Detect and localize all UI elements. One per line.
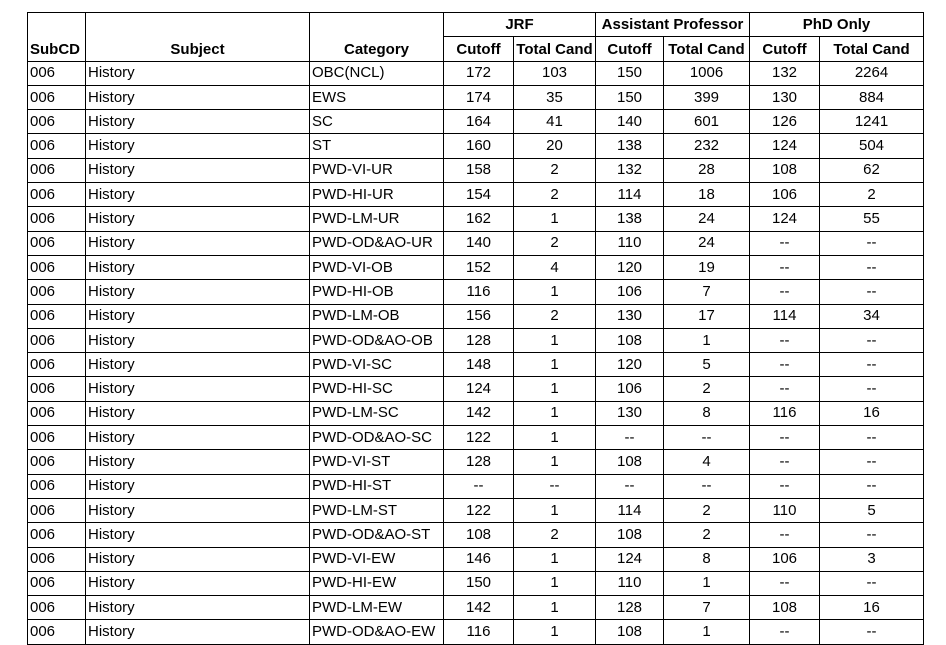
subject-cell: History: [86, 401, 310, 425]
ap-cutoff-cell: 120: [596, 353, 664, 377]
phd-cutoff-cell: 114: [750, 304, 820, 328]
jrf-cutoff-cell: 158: [444, 158, 514, 182]
subcd-cell: 006: [28, 474, 86, 498]
ap-total-cand-cell: 2: [664, 523, 750, 547]
subcd-cell: 006: [28, 231, 86, 255]
jrf-total-cand-header: Total Cand: [514, 37, 596, 61]
phd-cutoff-cell: --: [750, 231, 820, 255]
jrf-cutoff-cell: 156: [444, 304, 514, 328]
ap-total-cand-cell: 8: [664, 547, 750, 571]
category-cell: PWD-VI-ST: [310, 450, 444, 474]
category-cell: PWD-LM-OB: [310, 304, 444, 328]
subcd-cell: 006: [28, 61, 86, 85]
category-cell: EWS: [310, 85, 444, 109]
phd-cutoff-cell: 124: [750, 207, 820, 231]
ap-cutoff-cell: 132: [596, 158, 664, 182]
subject-cell: History: [86, 426, 310, 450]
ap-total-cand-cell: 4: [664, 450, 750, 474]
phd-cutoff-cell: --: [750, 450, 820, 474]
phd-cutoff-cell: --: [750, 426, 820, 450]
jrf-total-cand-cell: 1: [514, 547, 596, 571]
phd-cutoff-cell: 108: [750, 158, 820, 182]
subcd-cell: 006: [28, 547, 86, 571]
ap-cutoff-header: Cutoff: [596, 37, 664, 61]
subject-cell: History: [86, 255, 310, 279]
phd-total-cand-cell: 504: [820, 134, 924, 158]
phd-total-cand-cell: --: [820, 377, 924, 401]
table-row: [28, 450, 924, 474]
ap-total-cand-cell: 17: [664, 304, 750, 328]
ap-cutoff-cell: 138: [596, 207, 664, 231]
jrf-cutoff-cell: 142: [444, 401, 514, 425]
phd-total-cand-cell: 62: [820, 158, 924, 182]
table-body: [28, 61, 924, 644]
ap-cutoff-cell: 110: [596, 571, 664, 595]
jrf-total-cand-cell: 1: [514, 620, 596, 644]
category-cell: PWD-HI-EW: [310, 571, 444, 595]
ap-total-cand-cell: 601: [664, 110, 750, 134]
jrf-total-cand-cell: 20: [514, 134, 596, 158]
subcd-cell: 006: [28, 571, 86, 595]
table-row: [28, 353, 924, 377]
jrf-total-cand-cell: 1: [514, 571, 596, 595]
phd-cutoff-cell: --: [750, 328, 820, 352]
table-row: [28, 401, 924, 425]
table-row: [28, 183, 924, 207]
category-cell: PWD-OD&AO-OB: [310, 328, 444, 352]
phd-cutoff-cell: --: [750, 280, 820, 304]
jrf-total-cand-cell: 41: [514, 110, 596, 134]
phd-total-cand-header: Total Cand: [820, 37, 924, 61]
category-cell: PWD-LM-UR: [310, 207, 444, 231]
subject-cell: History: [86, 498, 310, 522]
phd-total-cand-cell: --: [820, 353, 924, 377]
category-cell: PWD-HI-SC: [310, 377, 444, 401]
ap-cutoff-cell: 106: [596, 280, 664, 304]
jrf-cutoff-cell: 152: [444, 255, 514, 279]
ap-cutoff-cell: 106: [596, 377, 664, 401]
jrf-cutoff-cell: 122: [444, 498, 514, 522]
subject-cell: History: [86, 158, 310, 182]
phd-total-cand-cell: 16: [820, 401, 924, 425]
category-cell: PWD-VI-EW: [310, 547, 444, 571]
phd-total-cand-cell: --: [820, 474, 924, 498]
category-cell: PWD-OD&AO-EW: [310, 620, 444, 644]
jrf-cutoff-cell: 174: [444, 85, 514, 109]
jrf-total-cand-cell: 103: [514, 61, 596, 85]
table-row: [28, 207, 924, 231]
phd-total-cand-cell: 884: [820, 85, 924, 109]
ap-total-cand-cell: 1: [664, 571, 750, 595]
category-cell: PWD-OD&AO-UR: [310, 231, 444, 255]
phd-total-cand-cell: --: [820, 426, 924, 450]
ap-cutoff-cell: 114: [596, 498, 664, 522]
phd-only-group-header: PhD Only: [750, 13, 924, 37]
jrf-cutoff-cell: 116: [444, 620, 514, 644]
ap-cutoff-cell: 150: [596, 61, 664, 85]
phd-cutoff-cell: --: [750, 255, 820, 279]
phd-total-cand-cell: --: [820, 255, 924, 279]
category-cell: PWD-VI-OB: [310, 255, 444, 279]
phd-total-cand-cell: --: [820, 450, 924, 474]
subject-cell: History: [86, 596, 310, 620]
jrf-cutoff-cell: 108: [444, 523, 514, 547]
table-row: [28, 280, 924, 304]
table-row: [28, 110, 924, 134]
phd-total-cand-cell: 55: [820, 207, 924, 231]
table-row: [28, 596, 924, 620]
subcd-cell: 006: [28, 134, 86, 158]
jrf-cutoff-cell: 128: [444, 450, 514, 474]
subcd-cell: 006: [28, 377, 86, 401]
jrf-cutoff-cell: 122: [444, 426, 514, 450]
ap-cutoff-cell: 130: [596, 401, 664, 425]
subject-cell: History: [86, 207, 310, 231]
ap-total-cand-cell: 24: [664, 207, 750, 231]
jrf-total-cand-cell: 1: [514, 207, 596, 231]
ap-total-cand-cell: 1006: [664, 61, 750, 85]
ap-total-cand-cell: --: [664, 474, 750, 498]
table-row: [28, 328, 924, 352]
ap-total-cand-cell: 24: [664, 231, 750, 255]
subcd-cell: 006: [28, 110, 86, 134]
subject-cell: History: [86, 304, 310, 328]
category-cell: OBC(NCL): [310, 61, 444, 85]
subcd-cell: 006: [28, 523, 86, 547]
phd-total-cand-cell: 2: [820, 183, 924, 207]
subject-cell: History: [86, 328, 310, 352]
category-cell: PWD-LM-ST: [310, 498, 444, 522]
subcd-cell: 006: [28, 207, 86, 231]
jrf-total-cand-cell: 1: [514, 353, 596, 377]
subject-cell: History: [86, 134, 310, 158]
category-cell: PWD-VI-SC: [310, 353, 444, 377]
ap-total-cand-cell: 232: [664, 134, 750, 158]
jrf-cutoff-cell: 140: [444, 231, 514, 255]
phd-cutoff-cell: 116: [750, 401, 820, 425]
table-row: [28, 571, 924, 595]
ap-cutoff-cell: 150: [596, 85, 664, 109]
ap-cutoff-cell: 110: [596, 231, 664, 255]
ap-total-cand-cell: 8: [664, 401, 750, 425]
ap-total-cand-cell: 1: [664, 328, 750, 352]
phd-cutoff-cell: 126: [750, 110, 820, 134]
jrf-total-cand-cell: 1: [514, 280, 596, 304]
table-row: [28, 523, 924, 547]
jrf-total-cand-cell: 2: [514, 231, 596, 255]
jrf-cutoff-cell: --: [444, 474, 514, 498]
assistant-professor-group-header: Assistant Professor: [596, 13, 750, 37]
phd-total-cand-cell: 1241: [820, 110, 924, 134]
ap-cutoff-cell: --: [596, 474, 664, 498]
subcd-cell: 006: [28, 328, 86, 352]
jrf-cutoff-cell: 146: [444, 547, 514, 571]
ap-cutoff-cell: 124: [596, 547, 664, 571]
phd-total-cand-cell: --: [820, 523, 924, 547]
subcd-cell: 006: [28, 158, 86, 182]
table-row: [28, 498, 924, 522]
phd-cutoff-cell: --: [750, 523, 820, 547]
category-cell: PWD-VI-UR: [310, 158, 444, 182]
subject-cell: History: [86, 61, 310, 85]
jrf-total-cand-cell: 2: [514, 523, 596, 547]
jrf-cutoff-cell: 164: [444, 110, 514, 134]
phd-total-cand-cell: 34: [820, 304, 924, 328]
phd-total-cand-cell: --: [820, 280, 924, 304]
ap-total-cand-cell: 399: [664, 85, 750, 109]
ap-total-cand-cell: 2: [664, 377, 750, 401]
phd-cutoff-cell: 124: [750, 134, 820, 158]
jrf-cutoff-cell: 172: [444, 61, 514, 85]
jrf-cutoff-header: Cutoff: [444, 37, 514, 61]
subcd-cell: 006: [28, 255, 86, 279]
table-header: [28, 13, 924, 62]
jrf-total-cand-cell: 2: [514, 183, 596, 207]
phd-cutoff-cell: 132: [750, 61, 820, 85]
subject-header: Subject: [86, 13, 310, 62]
subcd-header: SubCD: [28, 13, 86, 62]
subject-cell: History: [86, 547, 310, 571]
ap-cutoff-cell: 140: [596, 110, 664, 134]
jrf-total-cand-cell: 1: [514, 596, 596, 620]
subcd-cell: 006: [28, 620, 86, 644]
ap-total-cand-cell: 19: [664, 255, 750, 279]
phd-total-cand-cell: --: [820, 571, 924, 595]
jrf-total-cand-cell: 1: [514, 401, 596, 425]
ap-cutoff-cell: 128: [596, 596, 664, 620]
jrf-total-cand-cell: 1: [514, 426, 596, 450]
category-cell: SC: [310, 110, 444, 134]
subcd-cell: 006: [28, 353, 86, 377]
phd-cutoff-cell: 106: [750, 547, 820, 571]
subject-cell: History: [86, 183, 310, 207]
jrf-cutoff-cell: 124: [444, 377, 514, 401]
category-cell: PWD-OD&AO-SC: [310, 426, 444, 450]
subcd-cell: 006: [28, 183, 86, 207]
table-row: [28, 231, 924, 255]
phd-total-cand-cell: 2264: [820, 61, 924, 85]
subcd-cell: 006: [28, 596, 86, 620]
table-row: [28, 304, 924, 328]
subject-cell: History: [86, 110, 310, 134]
subject-cell: History: [86, 523, 310, 547]
jrf-cutoff-cell: 116: [444, 280, 514, 304]
category-cell: ST: [310, 134, 444, 158]
ap-cutoff-cell: 108: [596, 620, 664, 644]
ap-cutoff-cell: 108: [596, 450, 664, 474]
jrf-group-header: JRF: [444, 13, 596, 37]
phd-cutoff-cell: --: [750, 571, 820, 595]
jrf-total-cand-cell: 35: [514, 85, 596, 109]
category-cell: PWD-OD&AO-ST: [310, 523, 444, 547]
ap-total-cand-cell: 18: [664, 183, 750, 207]
jrf-total-cand-cell: 1: [514, 377, 596, 401]
ap-total-cand-cell: 7: [664, 596, 750, 620]
ap-total-cand-cell: 7: [664, 280, 750, 304]
jrf-total-cand-cell: 1: [514, 328, 596, 352]
subcd-cell: 006: [28, 426, 86, 450]
table-row: [28, 547, 924, 571]
header-row-groups: [28, 13, 924, 37]
table-row: [28, 85, 924, 109]
jrf-cutoff-cell: 142: [444, 596, 514, 620]
jrf-total-cand-cell: --: [514, 474, 596, 498]
subcd-cell: 006: [28, 498, 86, 522]
ap-total-cand-header: Total Cand: [664, 37, 750, 61]
phd-cutoff-cell: --: [750, 620, 820, 644]
subcd-cell: 006: [28, 450, 86, 474]
subject-cell: History: [86, 280, 310, 304]
table-row: [28, 134, 924, 158]
jrf-cutoff-cell: 154: [444, 183, 514, 207]
phd-cutoff-cell: --: [750, 353, 820, 377]
table-row: [28, 158, 924, 182]
subject-cell: History: [86, 85, 310, 109]
subcd-cell: 006: [28, 85, 86, 109]
ap-cutoff-cell: 120: [596, 255, 664, 279]
phd-total-cand-cell: --: [820, 328, 924, 352]
ap-cutoff-cell: --: [596, 426, 664, 450]
ap-cutoff-cell: 108: [596, 328, 664, 352]
subcd-cell: 006: [28, 304, 86, 328]
ap-cutoff-cell: 108: [596, 523, 664, 547]
jrf-cutoff-cell: 162: [444, 207, 514, 231]
jrf-cutoff-cell: 128: [444, 328, 514, 352]
jrf-total-cand-cell: 2: [514, 304, 596, 328]
phd-cutoff-cell: 108: [750, 596, 820, 620]
table-row: [28, 377, 924, 401]
jrf-cutoff-cell: 160: [444, 134, 514, 158]
ap-total-cand-cell: 2: [664, 498, 750, 522]
jrf-cutoff-cell: 150: [444, 571, 514, 595]
subject-cell: History: [86, 450, 310, 474]
jrf-total-cand-cell: 4: [514, 255, 596, 279]
table-row: [28, 474, 924, 498]
phd-cutoff-header: Cutoff: [750, 37, 820, 61]
ap-total-cand-cell: 1: [664, 620, 750, 644]
subject-cell: History: [86, 620, 310, 644]
ap-cutoff-cell: 114: [596, 183, 664, 207]
table-row: [28, 426, 924, 450]
phd-cutoff-cell: 130: [750, 85, 820, 109]
phd-cutoff-cell: --: [750, 474, 820, 498]
phd-total-cand-cell: 16: [820, 596, 924, 620]
ap-total-cand-cell: 5: [664, 353, 750, 377]
cutoff-table: [27, 12, 924, 645]
table-row: [28, 61, 924, 85]
category-cell: PWD-LM-EW: [310, 596, 444, 620]
subject-cell: History: [86, 571, 310, 595]
subject-cell: History: [86, 231, 310, 255]
subcd-cell: 006: [28, 401, 86, 425]
ap-cutoff-cell: 138: [596, 134, 664, 158]
ap-total-cand-cell: 28: [664, 158, 750, 182]
subject-cell: History: [86, 377, 310, 401]
phd-total-cand-cell: 3: [820, 547, 924, 571]
category-cell: PWD-LM-SC: [310, 401, 444, 425]
phd-total-cand-cell: --: [820, 620, 924, 644]
jrf-total-cand-cell: 1: [514, 498, 596, 522]
subcd-cell: 006: [28, 280, 86, 304]
category-cell: PWD-HI-OB: [310, 280, 444, 304]
jrf-total-cand-cell: 2: [514, 158, 596, 182]
phd-cutoff-cell: 106: [750, 183, 820, 207]
phd-cutoff-cell: 110: [750, 498, 820, 522]
category-header: Category: [310, 13, 444, 62]
category-cell: PWD-HI-UR: [310, 183, 444, 207]
subject-cell: History: [86, 474, 310, 498]
category-cell: PWD-HI-ST: [310, 474, 444, 498]
jrf-cutoff-cell: 148: [444, 353, 514, 377]
table-row: [28, 255, 924, 279]
ap-cutoff-cell: 130: [596, 304, 664, 328]
phd-total-cand-cell: 5: [820, 498, 924, 522]
table-row: [28, 620, 924, 644]
phd-cutoff-cell: --: [750, 377, 820, 401]
subject-cell: History: [86, 353, 310, 377]
ap-total-cand-cell: --: [664, 426, 750, 450]
jrf-total-cand-cell: 1: [514, 450, 596, 474]
phd-total-cand-cell: --: [820, 231, 924, 255]
